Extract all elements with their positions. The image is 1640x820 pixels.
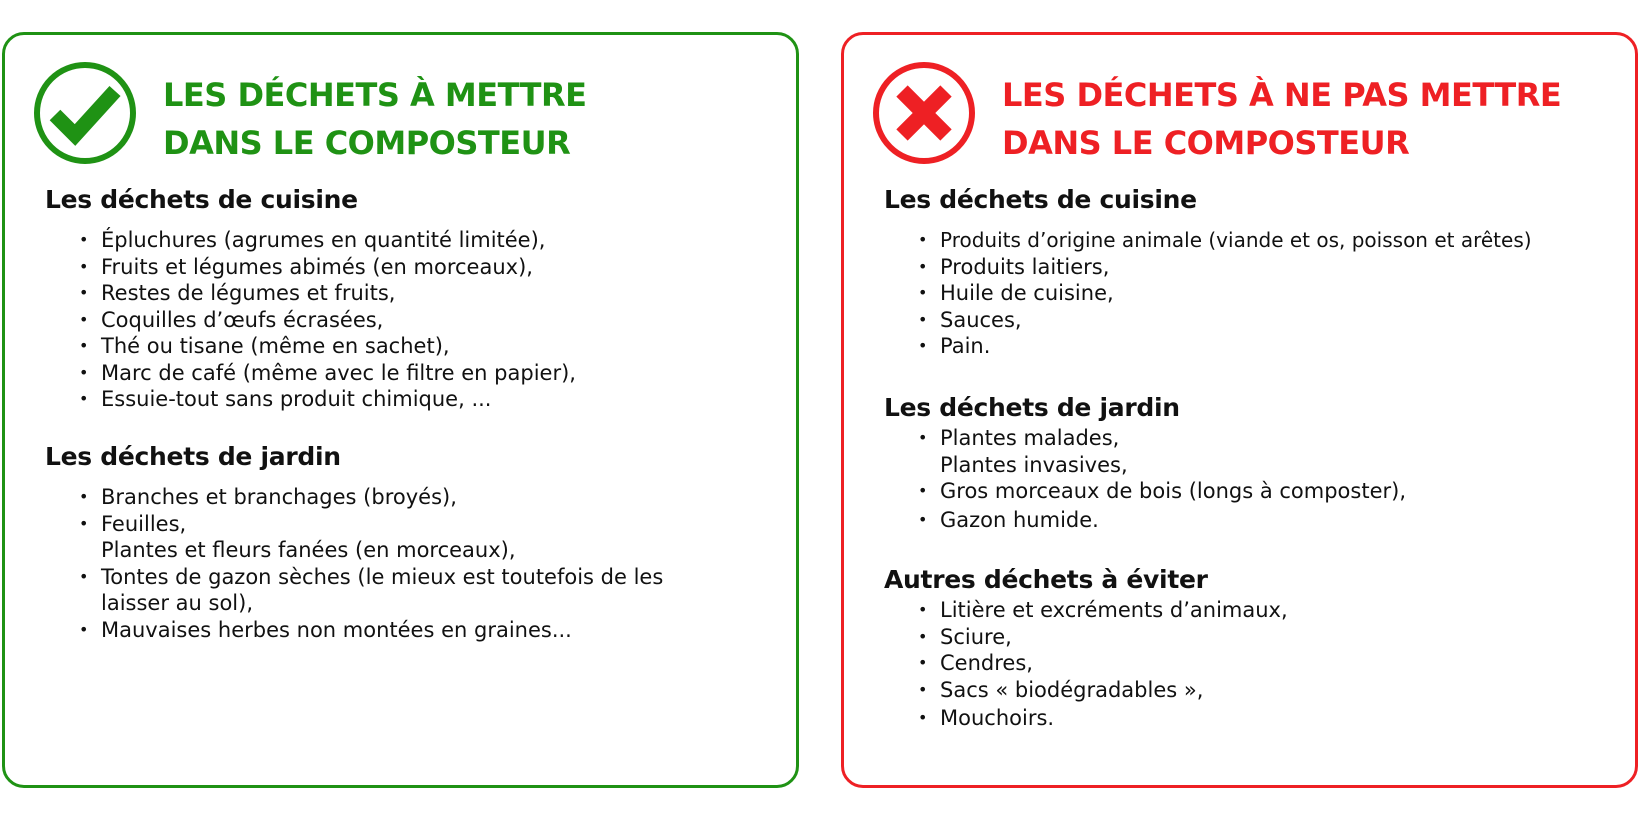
- list-item: • Cendres,: [940, 650, 1288, 677]
- list-item: • Produits d’origine animale (viande et os, poisson et arêtes): [940, 227, 1532, 254]
- item-list: [45, 227, 576, 413]
- list-item: • Mauvaises herbes non montées en graines...: [101, 617, 721, 644]
- panel-title-line1: LES DÉCHETS À METTRE: [163, 76, 587, 114]
- list-item: • Produits laitiers,: [940, 254, 1532, 281]
- item-list: [45, 484, 721, 643]
- list-item: • Litière et excréments d’animaux,: [940, 597, 1288, 624]
- list-item: • Essuie-tout sans produit chimique, ...: [101, 386, 576, 413]
- compostable-panel: [2, 32, 799, 788]
- section-jardin: [884, 393, 1406, 533]
- panel-title: [1002, 71, 1561, 167]
- list-item: • Restes de légumes et fruits,: [101, 280, 576, 307]
- section-heading: Les déchets de cuisine: [45, 185, 358, 214]
- list-item: • Branches et branchages (broyés),: [101, 484, 721, 511]
- list-item: • Fruits et légumes abimés (en morceaux),: [101, 254, 576, 281]
- list-item: • Coquilles d’œufs écrasées,: [101, 307, 576, 334]
- non-compostable-panel: [841, 32, 1638, 788]
- list-item: Plantes invasives,: [940, 452, 1128, 477]
- section-heading: Les déchets de cuisine: [884, 185, 1197, 214]
- section-cuisine: [884, 185, 1532, 360]
- section-autres: [884, 565, 1288, 732]
- list-item: • Sciure,: [940, 624, 1288, 651]
- list-item: • Plantes malades,: [940, 425, 1406, 452]
- list-item: • Huile de cuisine,: [940, 280, 1532, 307]
- section-cuisine: [45, 185, 576, 413]
- list-item: Plantes et fleurs fanées (en morceaux),: [101, 538, 516, 562]
- list-item: • Tontes de gazon sèches (le mieux est toutefois de les laisser au sol),: [101, 564, 721, 617]
- list-item: • Gazon humide.: [940, 507, 1406, 534]
- cross-circle-icon: [872, 61, 976, 165]
- list-item: • Épluchures (agrumes en quantité limitée),: [101, 227, 576, 254]
- check-circle-icon: [33, 61, 137, 165]
- list-item: • Thé ou tisane (même en sachet),: [101, 333, 576, 360]
- item-list: [884, 227, 1532, 360]
- panel-title-line1: LES DÉCHETS À NE PAS METTRE: [1002, 76, 1562, 114]
- section-jardin: [45, 442, 721, 643]
- item-list: [884, 597, 1288, 732]
- list-item: • Sacs « biodégradables »,: [940, 677, 1288, 704]
- panel-title-line2: DANS LE COMPOSTEUR: [163, 124, 571, 162]
- section-heading: Les déchets de jardin: [45, 442, 341, 471]
- list-item: • Sauces,: [940, 307, 1532, 334]
- list-item: • Feuilles,: [101, 511, 721, 538]
- panel-title-line2: DANS LE COMPOSTEUR: [1002, 124, 1410, 162]
- list-item: • Gros morceaux de bois (longs à composter),: [940, 478, 1406, 505]
- list-item: • Mouchoirs.: [940, 705, 1288, 732]
- item-list: [884, 425, 1406, 533]
- panel-title: [163, 71, 587, 167]
- list-item: • Marc de café (même avec le filtre en papier),: [101, 360, 576, 387]
- list-item: • Pain.: [940, 333, 1532, 360]
- section-heading: Autres déchets à éviter: [884, 565, 1208, 594]
- section-heading: Les déchets de jardin: [884, 393, 1180, 422]
